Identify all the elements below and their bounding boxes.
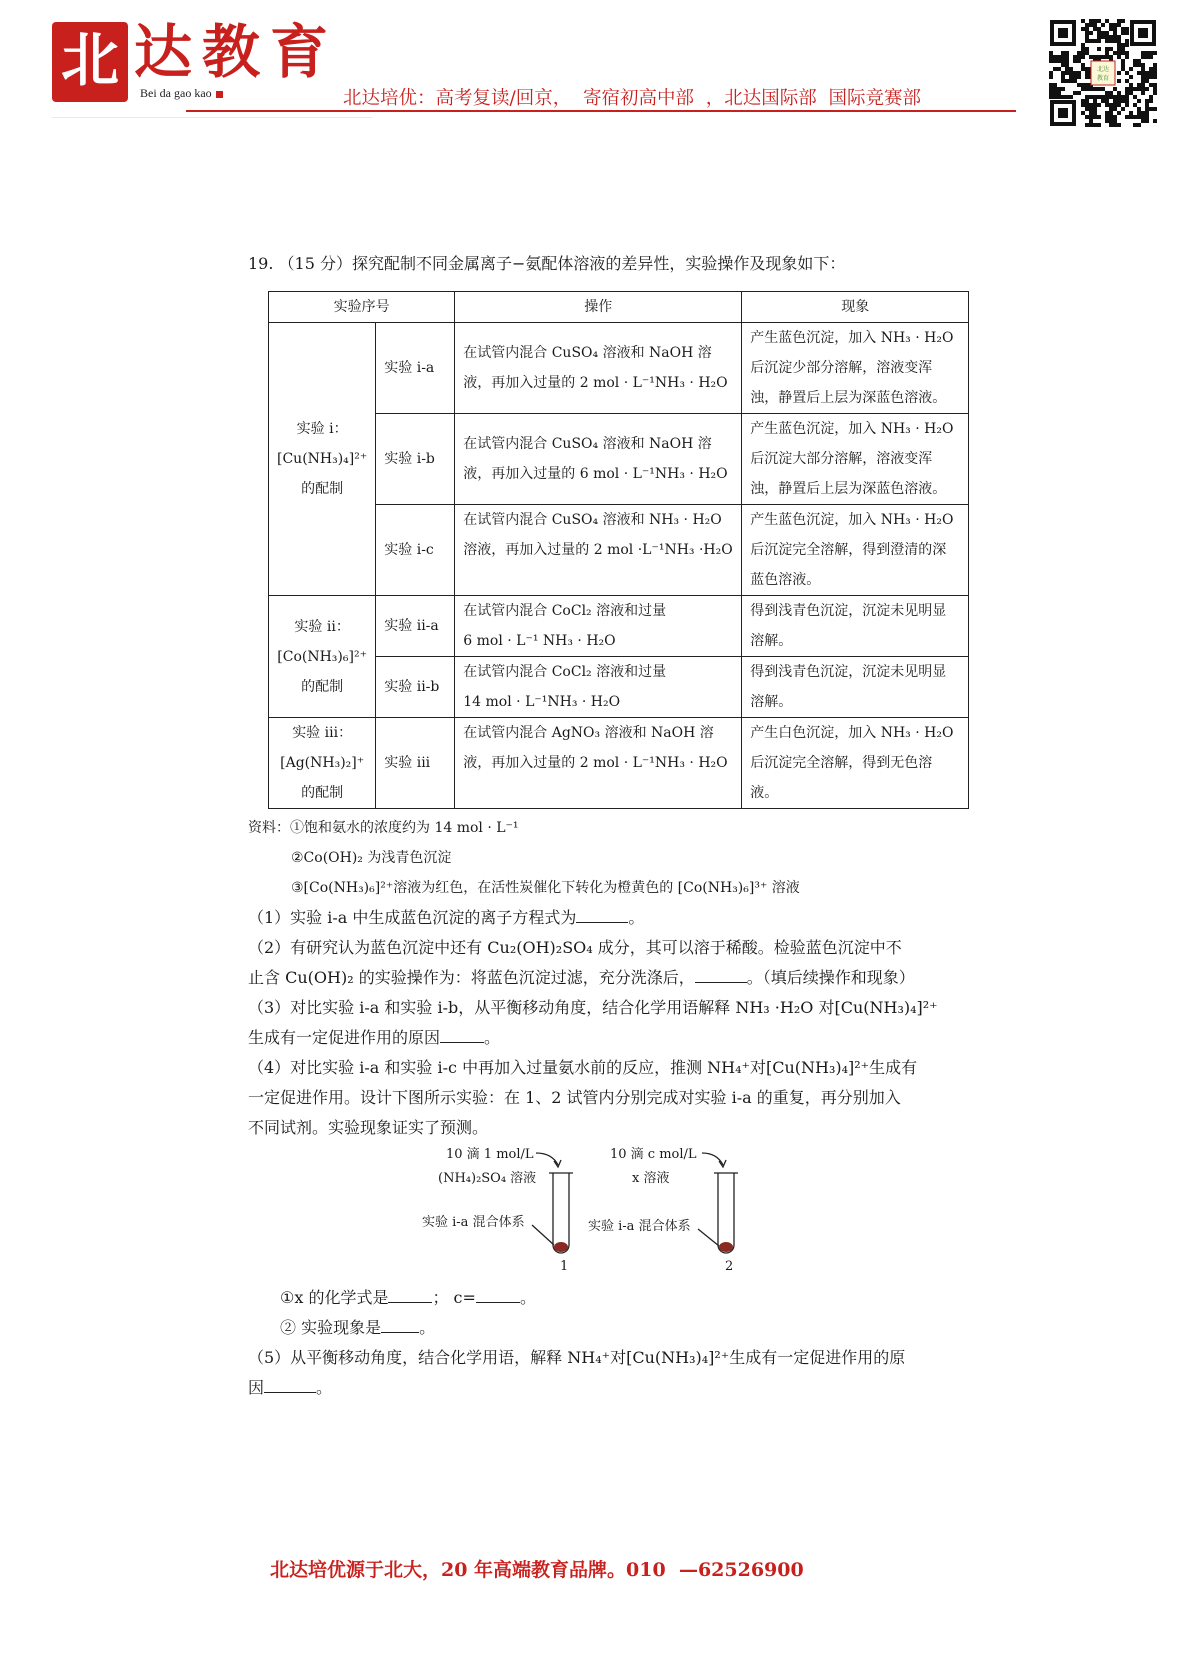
ph-line: 蓝色溶液。 [750, 572, 821, 588]
q3-line-2 [248, 1028, 500, 1048]
q1-end: 。 [628, 908, 645, 927]
tube2-reagent-line2: x 溶液 [632, 1171, 670, 1186]
table-header-row [269, 292, 969, 323]
op-line: 在试管内混合 CoCl₂ 溶液和过量 [463, 603, 667, 619]
q2-answer-blank[interactable] [695, 982, 747, 983]
qr-center-label-1: 北达 [1096, 66, 1110, 73]
group-label-i [269, 323, 376, 596]
op-line: 在试管内混合 CuSO₄ 溶液和 NaOH 溶 [463, 436, 712, 452]
qr-code [1048, 18, 1158, 128]
row-id: 实验 ii-b [376, 657, 455, 718]
row-phenomenon [742, 657, 969, 718]
op-line: 14 mol · L⁻¹NH₃ · H₂O [463, 694, 621, 710]
q4-sub2-end: 。 [419, 1318, 436, 1337]
ph-line: 产生白色沉淀，加入 NH₃ · H₂O [750, 725, 954, 741]
q4-line-3: 不同试剂。实验现象证实了预测。 [248, 1118, 489, 1137]
ph-line: 溶解。 [750, 633, 793, 649]
q5-line-2 [248, 1378, 332, 1398]
q3-text: 生成有一定促进作用的原因 [248, 1028, 441, 1047]
note-2: ②Co(OH)₂ 为浅青色沉淀 [291, 850, 452, 866]
group-label-line: [Ag(NH₃)₂]⁺ [280, 755, 365, 771]
ph-line: 溶解。 [750, 694, 793, 710]
footer-contact: 北达培优源于北大，20 年高端教育品牌。010 —62526900 [270, 1559, 804, 1581]
op-line: 在试管内混合 CuSO₄ 溶液和 NH₃ · H₂O [463, 512, 722, 528]
ph-line: 浊，静置后上层为深蓝色溶液。 [750, 390, 947, 406]
ph-line: 产生蓝色沉淀，加入 NH₃ · H₂O [750, 512, 954, 528]
row-operation [455, 323, 742, 414]
group-label-line: [Co(NH₃)₆]²⁺ [277, 648, 367, 665]
test-tubes-drawing [420, 1145, 750, 1275]
table-row [269, 718, 969, 809]
row-operation [455, 414, 742, 505]
row-operation [455, 505, 742, 596]
test-tube-1 [553, 1173, 569, 1253]
q2-line-1: （2）有研究认为蓝色沉淀中还有 Cu₂(OH)₂SO₄ 成分，其可以溶于稀酸。检验蓝色沉淀中不 [248, 938, 902, 957]
row-phenomenon [742, 718, 969, 809]
q5-text-end: 。 [316, 1378, 333, 1397]
group-label-iii [269, 718, 376, 809]
q5-text: 因 [248, 1378, 265, 1397]
q1-text: （1）实验 i-a 中生成蓝色沉淀的离子方程式为 [248, 908, 577, 927]
tube2-precipitate [719, 1242, 733, 1252]
row-id: 实验 iii [376, 718, 455, 809]
op-line: 6 mol · L⁻¹ NH₃ · H₂O [463, 633, 616, 649]
test-tube-figure [420, 1145, 750, 1275]
phenomenon-blank[interactable] [381, 1332, 419, 1333]
header-divider [186, 110, 1016, 112]
row-id: 实验 i-b [376, 414, 455, 505]
q4-sub1-c: ； c= [432, 1288, 476, 1307]
tube1-precipitate [554, 1242, 568, 1252]
q2-text-end: 。（填后续操作和现象） [746, 968, 915, 987]
logo-subtitle [140, 86, 223, 101]
header-cell-id: 实验序号 [269, 292, 455, 323]
group-label-line: 的配制 [301, 678, 344, 695]
table-row [269, 596, 969, 657]
logo-text: 达教育 [134, 18, 339, 86]
header-shadow-line [52, 117, 372, 118]
ph-line: 后沉淀完全溶解，得到澄清的深 [750, 542, 947, 558]
q4-sub1-text: ①x 的化学式是 [280, 1288, 389, 1307]
table-row [269, 323, 969, 414]
ph-line: 后沉淀完全溶解，得到无色溶 [750, 755, 933, 771]
row-id: 实验 i-c [376, 505, 455, 596]
q4-line-2: 一定促进作用。设计下图所示实验：在 1、2 试管内分别完成对实验 i-a 的重复，再分别加入 [248, 1088, 901, 1107]
group-label-line: 实验 ii： [294, 618, 350, 635]
q3-text-end: 。 [484, 1028, 501, 1047]
q5-line-1: （5）从平衡移动角度，结合化学用语，解释 NH₄⁺对[Cu(NH₃)₄]²⁺生成有一定促进作用的原 [248, 1348, 906, 1367]
c-value-blank[interactable] [476, 1302, 520, 1303]
group-label-line: 实验 i： [296, 421, 348, 437]
row-phenomenon [742, 414, 969, 505]
op-line: 液，再加入过量的 2 mol · L⁻¹NH₃ · H₂O [463, 375, 728, 391]
q4-sub2 [280, 1318, 435, 1338]
logo-subtitle-text: Bei da gao kao [140, 86, 212, 100]
logo-main-glyph: 北 [60, 26, 119, 94]
tube2-reagent-line1: 10 滴 c mol/L [610, 1147, 697, 1162]
op-line: 液，再加入过量的 6 mol · L⁻¹NH₃ · H₂O [463, 466, 728, 482]
group-label-line: 的配制 [301, 785, 344, 801]
op-line: 在试管内混合 AgNO₃ 溶液和 NaOH 溶 [463, 725, 714, 741]
tube2-mixture-label: 实验 i-a 混合体系 [588, 1219, 691, 1234]
tube2-number: 2 [725, 1259, 734, 1274]
qr-center-label-2: 教育 [1096, 75, 1110, 82]
note-3: ③[Co(NH₃)₆]²⁺溶液为红色，在活性炭催化下转化为橙黄色的 [Co(NH₃)₆]³⁺ 溶液 [291, 880, 800, 896]
q4-sub1 [280, 1288, 536, 1308]
header-slogan: 北达培优：高考复读/回京， 寄宿初高中部 ，北达国际部 国际竞赛部 [343, 88, 922, 109]
tube1-pointer [532, 1225, 554, 1245]
q2-text: 止含 Cu(OH)₂ 的实验操作为：将蓝色沉淀过滤，充分洗涤后， [248, 968, 695, 987]
q3-answer-blank[interactable] [440, 1042, 484, 1043]
row-phenomenon [742, 596, 969, 657]
tube1-reagent-line2: (NH₄)₂SO₄ 溶液 [438, 1171, 537, 1186]
tube1-reagent-line1: 10 滴 1 mol/L [446, 1147, 534, 1162]
q5-answer-blank[interactable] [264, 1392, 316, 1393]
op-line: 在试管内混合 CoCl₂ 溶液和过量 [463, 664, 667, 680]
row-operation [455, 718, 742, 809]
group-label-line: [Cu(NH₃)₄]²⁺ [277, 451, 368, 467]
ph-line: 液。 [750, 785, 779, 801]
ph-line: 后沉淀少部分溶解，溶液变浑 [750, 360, 933, 376]
ph-line: 得到浅青色沉淀，沉淀未见明显 [750, 603, 947, 619]
group-label-line: 的配制 [301, 481, 344, 497]
ph-line: 产生蓝色沉淀，加入 NH₃ · H₂O [750, 330, 954, 346]
ph-line: 浊，静置后上层为深蓝色溶液。 [750, 481, 947, 497]
tube1-mixture-label: 实验 i-a 混合体系 [422, 1215, 525, 1230]
q3-line-1: （3）对比实验 i-a 和实验 i-b，从平衡移动角度，结合化学用语解释 NH₃ ·H₂O 对[Cu(NH₃)₄]²⁺ [248, 998, 938, 1017]
op-line: 在试管内混合 CuSO₄ 溶液和 NaOH 溶 [463, 345, 712, 361]
q4-sub2-text: ② 实验现象是 [280, 1318, 382, 1337]
q1-line [248, 908, 644, 928]
op-line: 溶液，再加入过量的 2 mol ·L⁻¹NH₃ ·H₂O [463, 542, 733, 558]
q1-answer-blank[interactable] [576, 922, 628, 923]
ph-line: 产生蓝色沉淀，加入 NH₃ · H₂O [750, 421, 954, 437]
row-phenomenon [742, 505, 969, 596]
row-id: 实验 ii-a [376, 596, 455, 657]
header-cell-operation: 操作 [455, 292, 742, 323]
test-tube-2 [718, 1173, 734, 1253]
question-intro: 19. （15 分）探究配制不同金属离子−氨配体溶液的差异性，实验操作及现象如下： [248, 254, 846, 273]
logo-red-square [216, 91, 223, 98]
experiment-table [268, 291, 969, 809]
q4-sub1-end: 。 [519, 1288, 536, 1307]
row-id: 实验 i-a [376, 323, 455, 414]
group-label-line: 实验 iii： [292, 725, 353, 741]
row-operation [455, 596, 742, 657]
row-operation [455, 657, 742, 718]
tube2-pointer [698, 1229, 719, 1246]
note-1: 资料：①饱和氨水的浓度约为 14 mol · L⁻¹ [248, 820, 519, 836]
tube1-number: 1 [560, 1259, 569, 1274]
row-phenomenon [742, 323, 969, 414]
header-cell-phenomenon: 现象 [742, 292, 969, 323]
q2-line-2 [248, 968, 915, 988]
ph-line: 得到浅青色沉淀，沉淀未见明显 [750, 664, 947, 680]
x-formula-blank[interactable] [388, 1302, 432, 1303]
group-label-ii [269, 596, 376, 718]
ph-line: 后沉淀大部分溶解，溶液变浑 [750, 451, 933, 467]
logo [52, 22, 128, 102]
op-line: 液，再加入过量的 2 mol · L⁻¹NH₃ · H₂O [463, 755, 728, 771]
q4-line-1: （4）对比实验 i-a 和实验 i-c 中再加入过量氨水前的反应，推测 NH₄⁺对[Cu(NH₃)₄]²⁺生成有 [248, 1058, 918, 1077]
